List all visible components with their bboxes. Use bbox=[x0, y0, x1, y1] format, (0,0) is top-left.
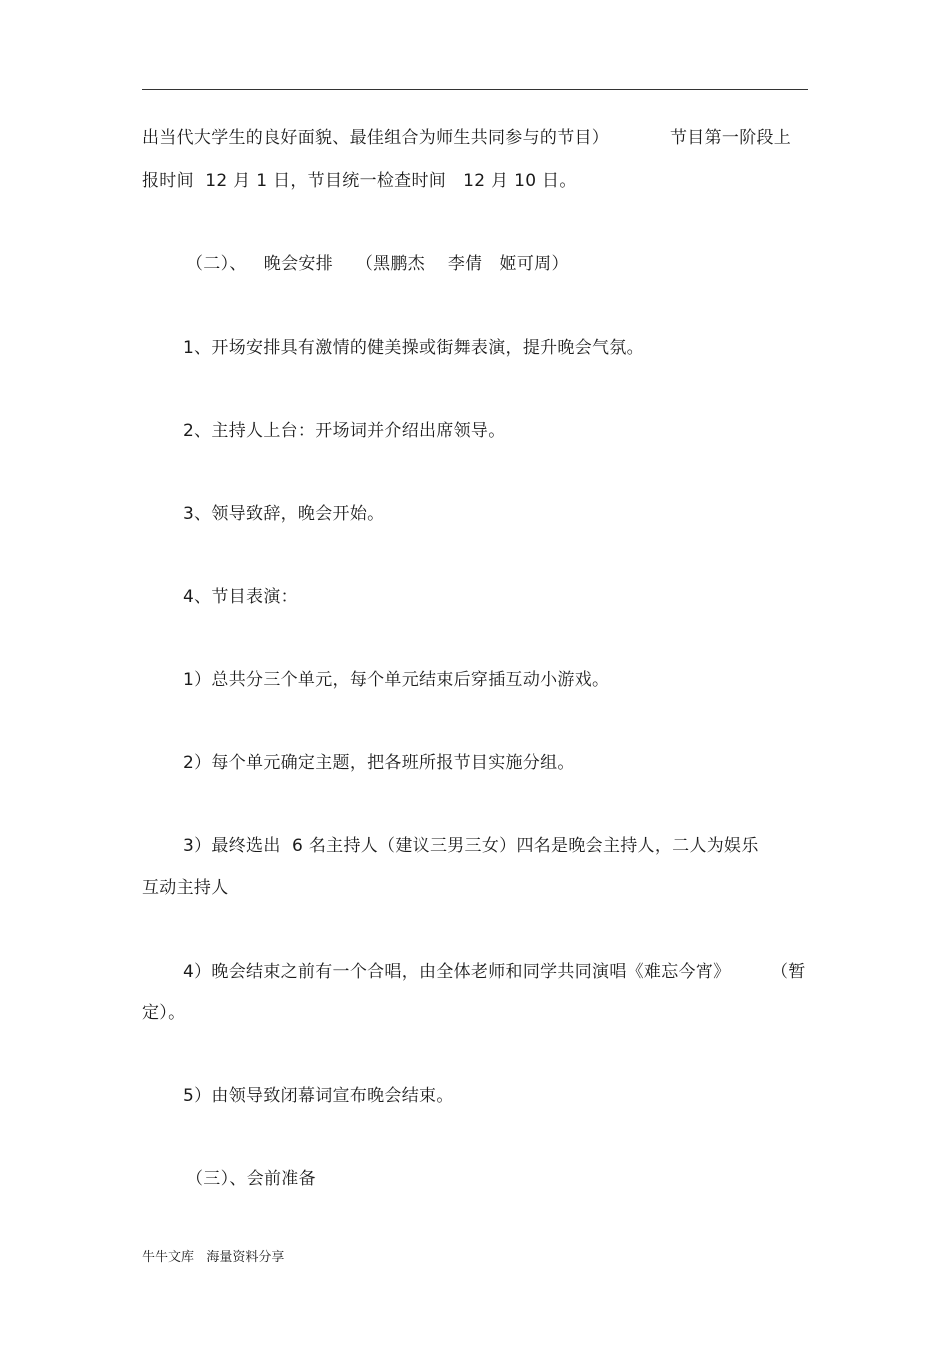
text-line: 1）总共分三个单元，每个单元结束后穿插互动小游戏。 bbox=[183, 670, 610, 690]
text-line: 出当代大学生的良好面貌、最佳组合为师生共同参与的节目） bbox=[142, 128, 610, 148]
text-line: 1、开场安排具有激情的健美操或街舞表演，提升晚会气氛。 bbox=[183, 338, 644, 358]
footer-text: 牛牛文库 海量资料分享 bbox=[142, 1250, 285, 1265]
text-line: （暂 bbox=[771, 962, 806, 982]
text-line: 互动主持人 bbox=[142, 878, 229, 898]
text-line: 4）晚会结束之前有一个合唱，由全体老师和同学共同演唱《难忘今宵》 bbox=[183, 962, 731, 982]
text-line: 定）。 bbox=[142, 1003, 186, 1023]
text-line: 报时间 12 月 1 日，节目统一检查时间 12 月 10 日。 bbox=[142, 171, 577, 191]
header-rule bbox=[142, 89, 808, 90]
text-line: 4、节目表演： bbox=[183, 587, 298, 607]
text-line: 3、领导致辞，晚会开始。 bbox=[183, 504, 385, 524]
text-line: 2、主持人上台：开场词并介绍出席领导。 bbox=[183, 421, 506, 441]
text-line: 2）每个单元确定主题，把各班所报节目实施分组。 bbox=[183, 753, 575, 773]
text-line: 节目第一阶段上 bbox=[670, 128, 792, 148]
section-heading: （二）、 晚会安排 （黑鹏杰 李倩 姬可周） bbox=[186, 254, 569, 274]
text-line: 3）最终选出 6 名主持人（建议三男三女）四名是晚会主持人，二人为娱乐 bbox=[183, 836, 759, 856]
section-heading: （三）、会前准备 bbox=[186, 1169, 316, 1189]
text-line: 5）由领导致闭幕词宣布晚会结束。 bbox=[183, 1086, 454, 1106]
